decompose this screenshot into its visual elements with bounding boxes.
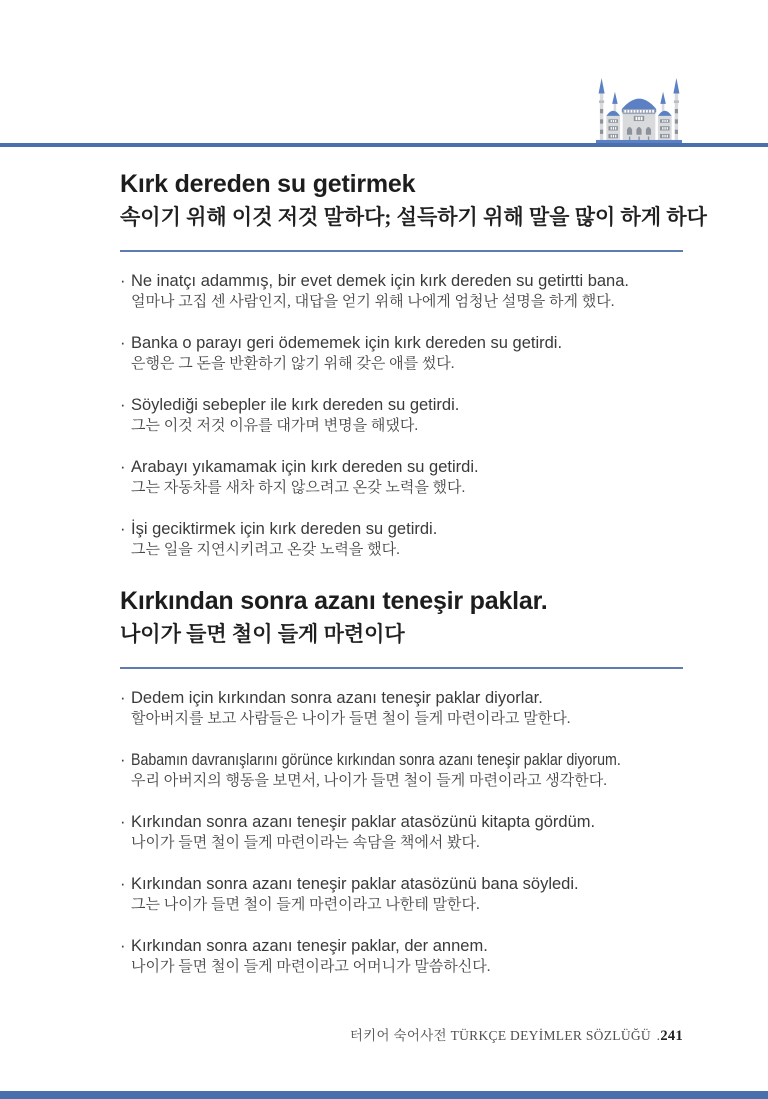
turkish-text: Kırkından sonra azanı teneşir paklar atasözünü bana söyledi. — [131, 875, 579, 893]
page-footer — [350, 1024, 683, 1045]
turkish-text: Ne inatçı adammış, bir evet demek için kırk dereden su getirtti bana. — [131, 272, 629, 290]
example-entry — [120, 873, 683, 916]
turkish-sentence — [120, 394, 683, 416]
example-entry — [120, 749, 683, 792]
side-tower-right — [658, 111, 672, 142]
turkish-sentence — [120, 811, 683, 833]
example-entry — [120, 270, 683, 313]
example-list — [120, 687, 683, 978]
bullet-dot: · — [120, 751, 126, 769]
mosque-icon — [596, 74, 682, 144]
korean-translation: 그는 자동차를 새차 하지 않으려고 온갖 노력을 했다. — [131, 480, 466, 496]
bullet-dot: · — [120, 272, 126, 290]
example-entry — [120, 332, 683, 375]
example-entry — [120, 394, 683, 437]
example-entry — [120, 935, 683, 978]
section-rule — [120, 667, 683, 669]
bullet-dot: · — [120, 875, 126, 893]
idiom-title: Kırkından sonra azanı teneşir paklar. — [120, 587, 548, 615]
turkish-sentence — [120, 456, 683, 478]
bottom-bar — [0, 1091, 768, 1099]
section-rule — [120, 250, 683, 252]
example-entry — [120, 811, 683, 854]
bullet-dot: · — [120, 334, 126, 352]
turkish-sentence — [120, 935, 683, 957]
idiom-section-1 — [120, 170, 707, 561]
turkish-sentence — [120, 749, 683, 771]
bullet-dot: · — [120, 396, 126, 414]
turkish-text: İşi geciktirmek için kırk dereden su getirdi. — [131, 520, 438, 538]
footer-dot: . — [656, 1028, 661, 1043]
page-number: 241 — [660, 1028, 683, 1044]
turkish-text: Kırkından sonra azanı teneşir paklar atasözünü kitapta gördüm. — [131, 813, 596, 831]
footer-korean-label: 터키어 숙어사전 — [349, 1028, 447, 1043]
turkish-sentence — [120, 518, 683, 540]
page-content — [120, 160, 707, 997]
bullet-dot: · — [120, 520, 126, 538]
korean-translation: 우리 아버지의 행동을 보면서, 나이가 들면 철이 들게 마련이라고 생각한다. — [131, 773, 607, 789]
korean-translation: 그는 이것 저것 이유를 대가며 변명을 해댔다. — [131, 418, 419, 434]
example-entry — [120, 518, 683, 561]
idiom-section-2 — [120, 587, 683, 978]
example-entry — [120, 687, 683, 730]
idiom-title: Kırk dereden su getirmek — [120, 170, 416, 198]
idiom-meaning-korean: 속이기 위해 이것 저것 말하다; 설득하기 위해 말을 많이 하게 하다 — [120, 205, 707, 229]
turkish-text: Dedem için kırkından sonra azanı teneşir paklar diyorlar. — [131, 689, 543, 707]
side-tower-left — [606, 111, 620, 142]
turkish-text: Kırkından sonra azanı teneşir paklar, der annem. — [131, 937, 488, 955]
minaret-left — [599, 78, 605, 142]
turkish-text: Arabayı yıkamamak için kırk dereden su getirdi. — [131, 458, 479, 476]
turkish-sentence — [120, 873, 683, 895]
korean-translation: 나이가 들면 철이 들게 마련이라는 속담을 책에서 봤다. — [131, 835, 480, 851]
bullet-dot: · — [120, 689, 126, 707]
turkish-text: Söylediği sebepler ile kırk dereden su getirdi. — [131, 396, 460, 414]
minaret-right — [673, 78, 679, 142]
korean-translation: 얼마나 고집 센 사람인지, 대답을 얻기 위해 나에게 엄청난 설명을 하게 했다. — [131, 294, 615, 310]
turkish-text: Babamın davranışlarını görünce kırkından sonra azanı teneşir paklar diyorum. — [131, 751, 621, 769]
turkish-sentence — [120, 332, 683, 354]
korean-translation: 그는 일을 지연시키려고 온갖 노력을 했다. — [131, 542, 400, 558]
korean-translation: 그는 나이가 들면 철이 들게 마련이라고 나한테 말한다. — [131, 897, 480, 913]
korean-translation: 할아버지를 보고 사람들은 나이가 들면 철이 들게 마련이라고 말한다. — [131, 711, 571, 727]
turkish-text: Banka o parayı geri ödememek için kırk dereden su getirdi. — [131, 334, 563, 352]
footer-turkish-label: TÜRKÇE DEYİMLER SÖZLÜĞÜ — [450, 1028, 651, 1043]
example-entry — [120, 456, 683, 499]
korean-translation: 나이가 들면 철이 들게 마련이라고 어머니가 말씀하신다. — [131, 959, 491, 975]
turkish-sentence — [120, 270, 683, 292]
bullet-dot: · — [120, 937, 126, 955]
example-list — [120, 270, 683, 561]
bullet-dot: · — [120, 458, 126, 476]
turkish-sentence — [120, 687, 683, 709]
idiom-meaning-korean: 나이가 들면 철이 들게 마련이다 — [120, 622, 405, 646]
top-rule — [0, 143, 768, 147]
korean-translation: 은행은 그 돈을 반환하기 않기 위해 갖은 애를 썼다. — [131, 356, 455, 372]
central-dome — [622, 99, 656, 142]
bullet-dot: · — [120, 813, 126, 831]
